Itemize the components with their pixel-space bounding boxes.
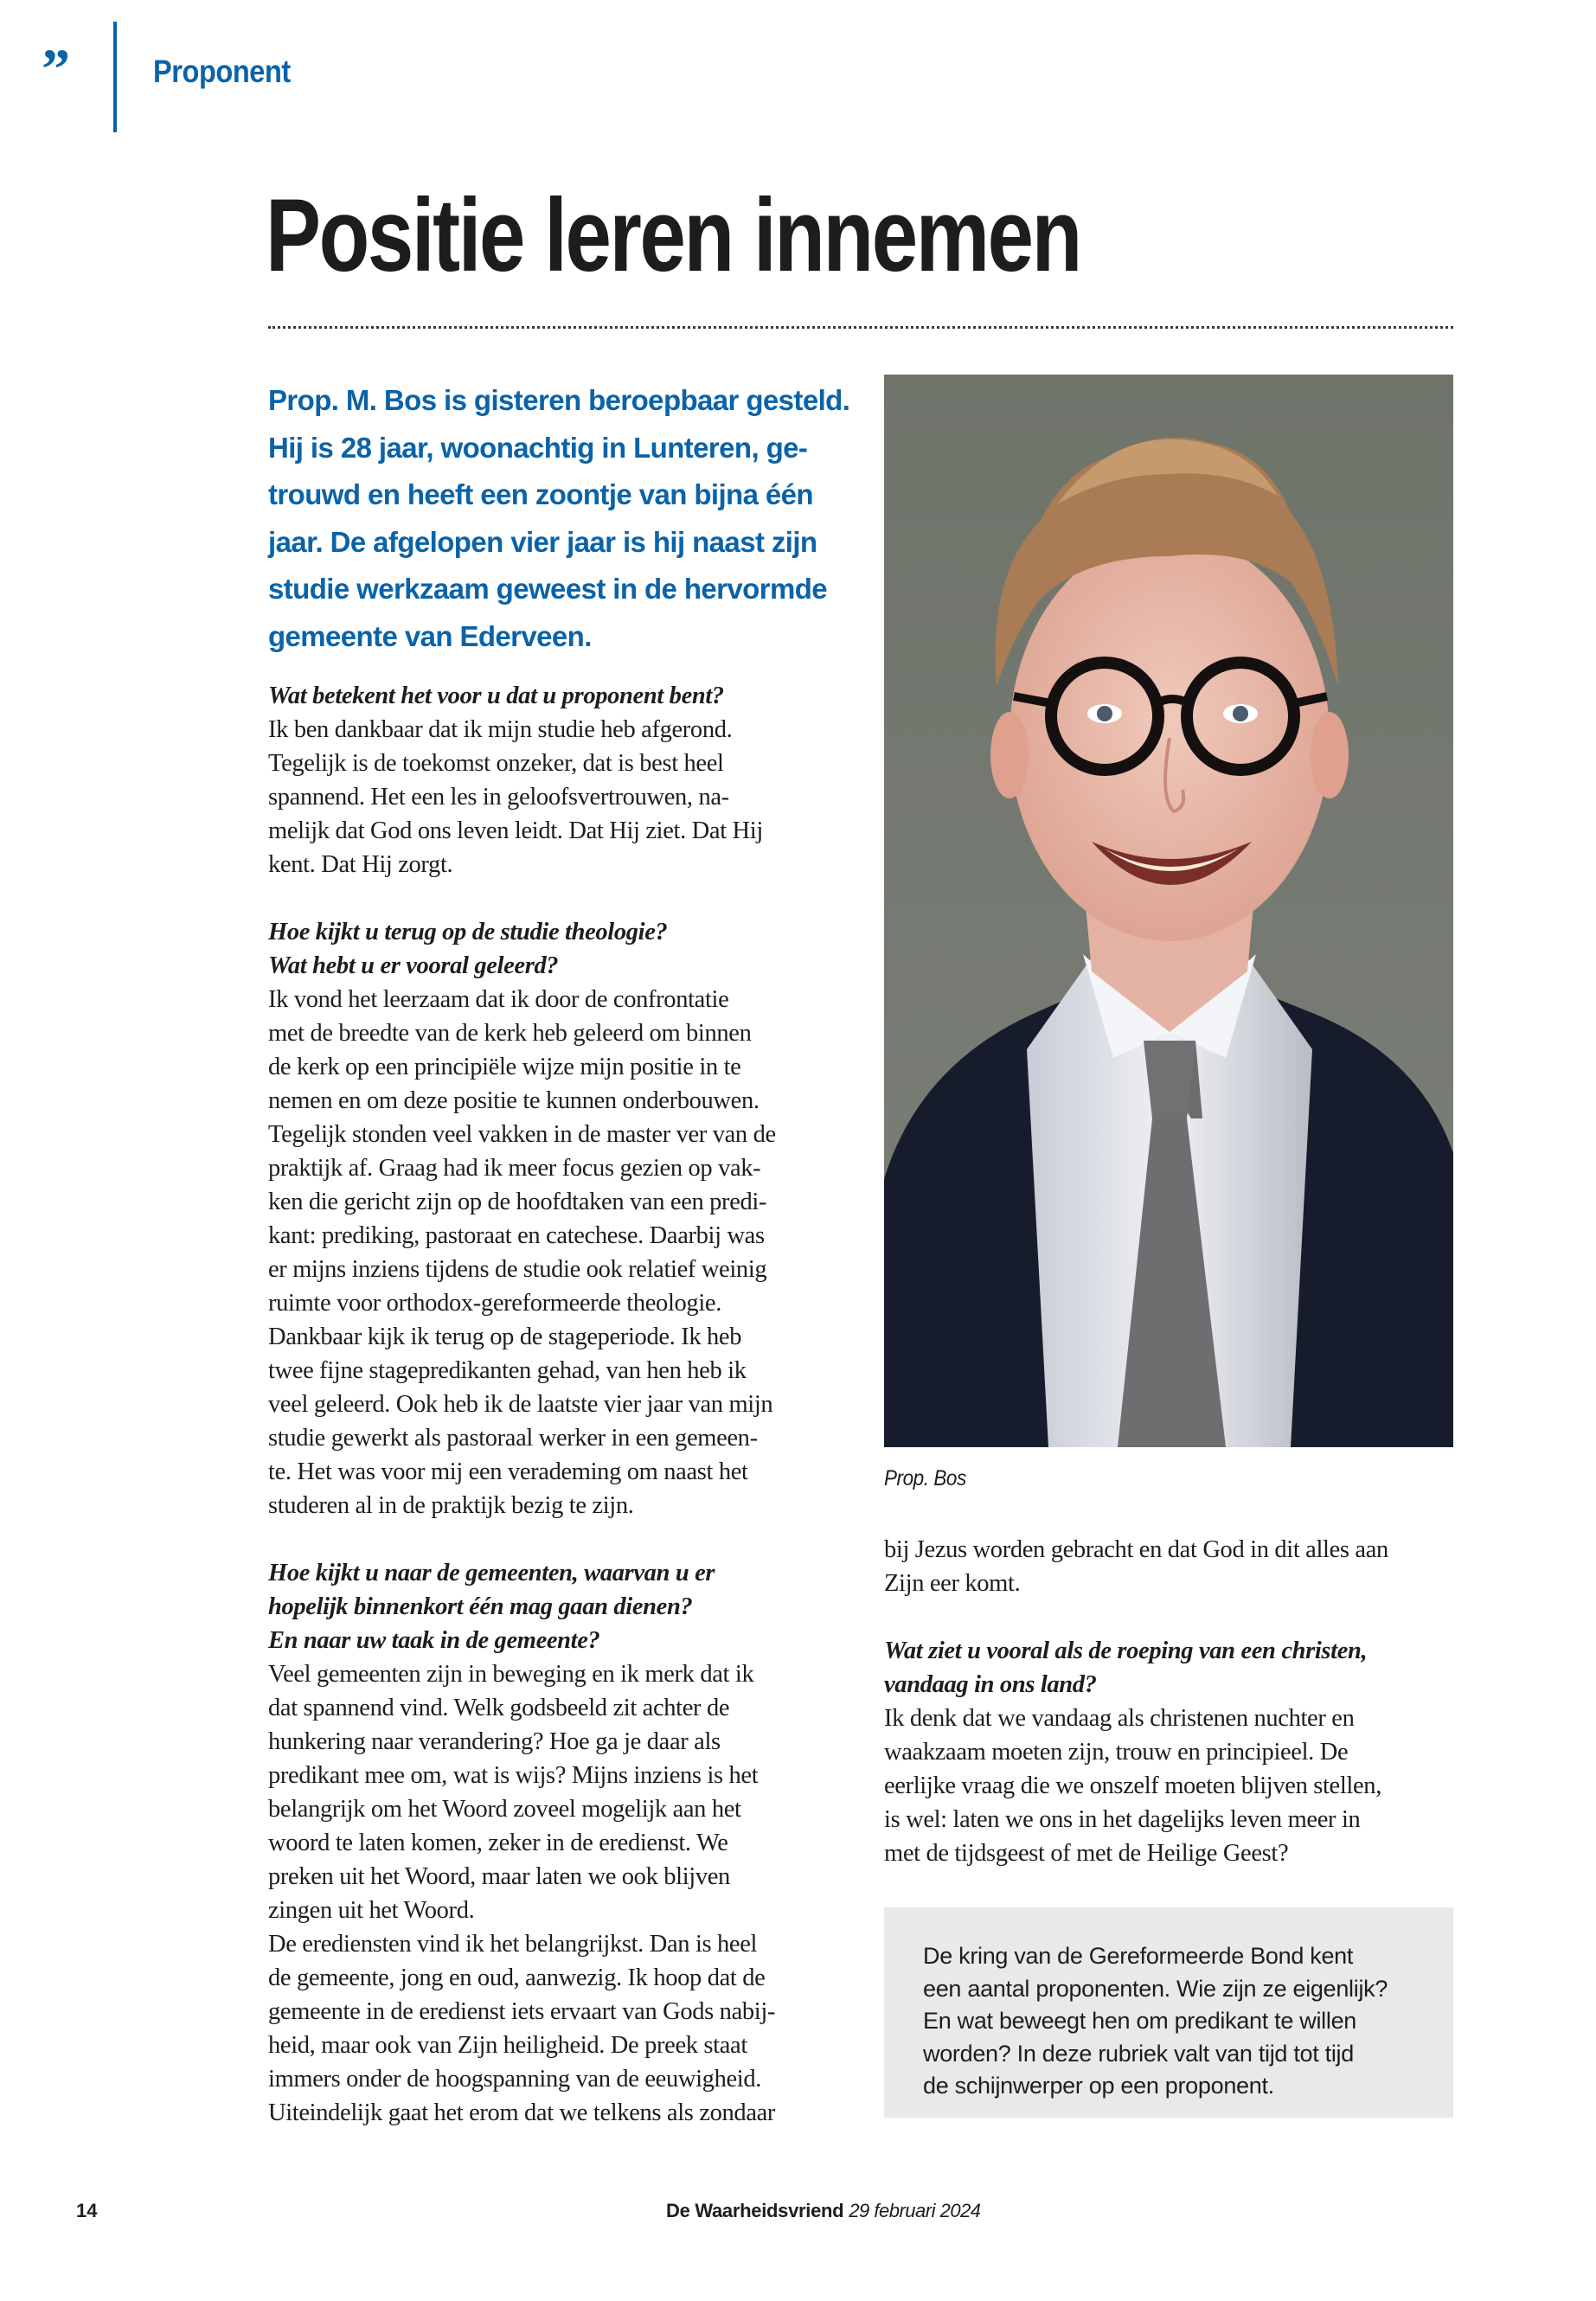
qa-block-2 (268, 915, 843, 1522)
quote-icon: ” (42, 38, 67, 101)
answer-line: de kerk op een principiële wijze mijn positie in te (268, 1054, 741, 1080)
info-box (884, 1907, 1453, 2118)
lead-line: jaar. De afgelopen vier jaar is hij naast zijn (268, 525, 817, 558)
answer-line: hunkering naar verandering? Hoe ga je daar als (268, 1728, 721, 1755)
right-column (884, 1533, 1455, 1904)
lead-paragraph (268, 377, 850, 660)
answer-line: preken uit het Woord, maar laten we ook blijven (268, 1863, 730, 1890)
title-divider (268, 326, 1453, 329)
question (884, 1634, 1455, 1702)
lead-line: studie werkzaam geweest in de hervormde (268, 573, 828, 605)
portrait-photo (884, 375, 1453, 1447)
answer-line: twee fijne stagepredikanten gehad, van hen heb ik (268, 1357, 747, 1384)
magazine-name: De Waarheidsvriend (666, 2200, 844, 2221)
answer-line: met de breedte van de kerk heb geleerd om binnen (268, 1020, 752, 1047)
info-box-text (923, 1940, 1388, 2103)
article-title: Positie leren innemen (266, 177, 1080, 293)
info-line: de schijnwerper op een proponent. (923, 2073, 1274, 2099)
answer-line: immers onder de hoogspanning van de eeuwigheid. (268, 2066, 762, 2093)
page-number: 14 (76, 2200, 98, 2221)
answer-line: spannend. Het een les in geloofsvertrouwen, na- (268, 784, 729, 811)
header-divider (113, 22, 117, 132)
answer-line: Dankbaar kijk ik terug op de stageperiode. Ik heb (268, 1324, 742, 1350)
left-column (268, 377, 850, 2163)
answer-line: bij Jezus worden gebracht en dat God in dit alles aan (884, 1536, 1388, 1563)
answer-line: is wel: laten we ons in het dagelijks leven meer in (884, 1806, 1361, 1833)
lead-line: Hij is 28 jaar, woonachtig in Lunteren, ge- (268, 431, 808, 464)
answer-line: gemeente in de eredienst iets ervaart van Gods nabij- (268, 1998, 776, 2025)
qa-block-3 (268, 1556, 843, 2130)
question (268, 679, 843, 713)
answer-line: dat spannend vind. Welk godsbeeld zit achter de (268, 1695, 730, 1721)
question-line: Wat betekent het voor u dat u proponent bent? (268, 683, 724, 709)
info-line: worden? In deze rubriek valt van tijd tot tijd (923, 2040, 1354, 2067)
section-label: Proponent (153, 54, 291, 89)
answer-line: Zijn eer komt. (884, 1570, 1021, 1597)
answer-line: belangrijk om het Woord zoveel mogelijk aan het (268, 1796, 741, 1823)
footer-publication (666, 2200, 981, 2222)
answer-line: met de tijdsgeest of met de Heilige Geest? (884, 1840, 1289, 1867)
lead-line: Prop. M. Bos is gisteren beroepbaar gesteld. (268, 384, 850, 416)
answer-line: kent. Dat Hij zorgt. (268, 851, 453, 878)
answer-line: nemen en om deze positie te kunnen onderbouwen. (268, 1087, 760, 1114)
question-line: vandaag in ons land? (884, 1671, 1097, 1698)
question (268, 915, 843, 983)
answer-line: melijk dat God ons leven leidt. Dat Hij ziet. Dat Hij (268, 817, 763, 844)
question (268, 1556, 843, 1657)
qa-block-4 (884, 1634, 1455, 1870)
qa-block-1 (268, 679, 843, 881)
answer-line: er mijns inziens tijdens de studie ook relatief weinig (268, 1256, 767, 1283)
answer-line: studeren al in de praktijk bezig te zijn. (268, 1492, 634, 1519)
answer-continuation (884, 1533, 1455, 1600)
answer-line: Veel gemeenten zijn in beweging en ik merk dat ik (268, 1661, 754, 1688)
question-line: Wat hebt u er vooral geleerd? (268, 952, 559, 979)
answer-line: ken die gericht zijn op de hoofdtaken van een predi- (268, 1189, 767, 1215)
answer-line: zingen uit het Woord. (268, 1897, 475, 1924)
answer-line: heid, maar ook van Zijn heiligheid. De preek staat (268, 2032, 747, 2059)
answer (268, 983, 843, 1522)
lead-line: gemeente van Ederveen. (268, 619, 592, 652)
answer-line: ruimte voor orthodox-gereformeerde theologie. (268, 1290, 721, 1317)
info-line: De kring van de Gereformeerde Bond kent (923, 1943, 1354, 1969)
info-line: een aantal proponenten. Wie zijn ze eigenlijk? (923, 1975, 1388, 2002)
answer-line: De erediensten vind ik het belangrijkst. Dan is heel (268, 1931, 758, 1958)
answer-line: studie gewerkt als pastoraal werker in een gemeen- (268, 1425, 758, 1452)
question-line: Hoe kijkt u naar de gemeenten, waarvan u er (268, 1560, 715, 1586)
answer-line: veel geleerd. Ook heb ik de laatste vier jaar van mijn (268, 1391, 773, 1418)
answer-line: te. Het was voor mij een verademing om naast het (268, 1458, 748, 1485)
answer-line: Uiteindelijk gaat het erom dat we telkens als zondaar (268, 2099, 776, 2126)
answer (884, 1702, 1455, 1870)
answer-line: Ik ben dankbaar dat ik mijn studie heb afgerond. (268, 716, 733, 743)
photo-caption: Prop. Bos (884, 1466, 966, 1490)
question-line: Hoe kijkt u terug op de studie theologie? (268, 919, 668, 945)
answer-line: Tegelijk is de toekomst onzeker, dat is best heel (268, 750, 724, 777)
question-line: En naar uw taak in de gemeente? (268, 1627, 600, 1654)
portrait-image (884, 375, 1453, 1447)
answer-line: eerlijke vraag die we onszelf moeten blijven stellen, (884, 1772, 1381, 1799)
answer-line: Ik denk dat we vandaag als christenen nuchter en (884, 1705, 1355, 1732)
answer-line: waakzaam moeten zijn, trouw en principieel. De (884, 1739, 1349, 1766)
question-line: hopelijk binnenkort één mag gaan dienen? (268, 1593, 693, 1620)
issue-date: 29 februari 2024 (849, 2200, 981, 2221)
answer-line: woord te laten komen, zeker in de eredienst. We (268, 1830, 728, 1856)
answer-line: praktijk af. Graag had ik meer focus gezien op vak- (268, 1155, 761, 1182)
answer (268, 1657, 843, 2130)
answer-line: de gemeente, jong en oud, aanwezig. Ik hoop dat de (268, 1965, 766, 1991)
answer-line: kant: prediking, pastoraat en catechese. Daarbij was (268, 1222, 765, 1249)
answer-line: Ik vond het leerzaam dat ik door de confrontatie (268, 986, 729, 1013)
answer (268, 713, 843, 881)
answer-line: predikant mee om, wat is wijs? Mijns inziens is het (268, 1762, 759, 1789)
lead-line: trouwd en heeft een zoontje van bijna één (268, 478, 813, 510)
question-line: Wat ziet u vooral als de roeping van een christen, (884, 1638, 1368, 1664)
info-line: En wat beweegt hen om predikant te willen (923, 2008, 1357, 2034)
answer-line: Tegelijk stonden veel vakken in de master ver van de (268, 1121, 776, 1148)
